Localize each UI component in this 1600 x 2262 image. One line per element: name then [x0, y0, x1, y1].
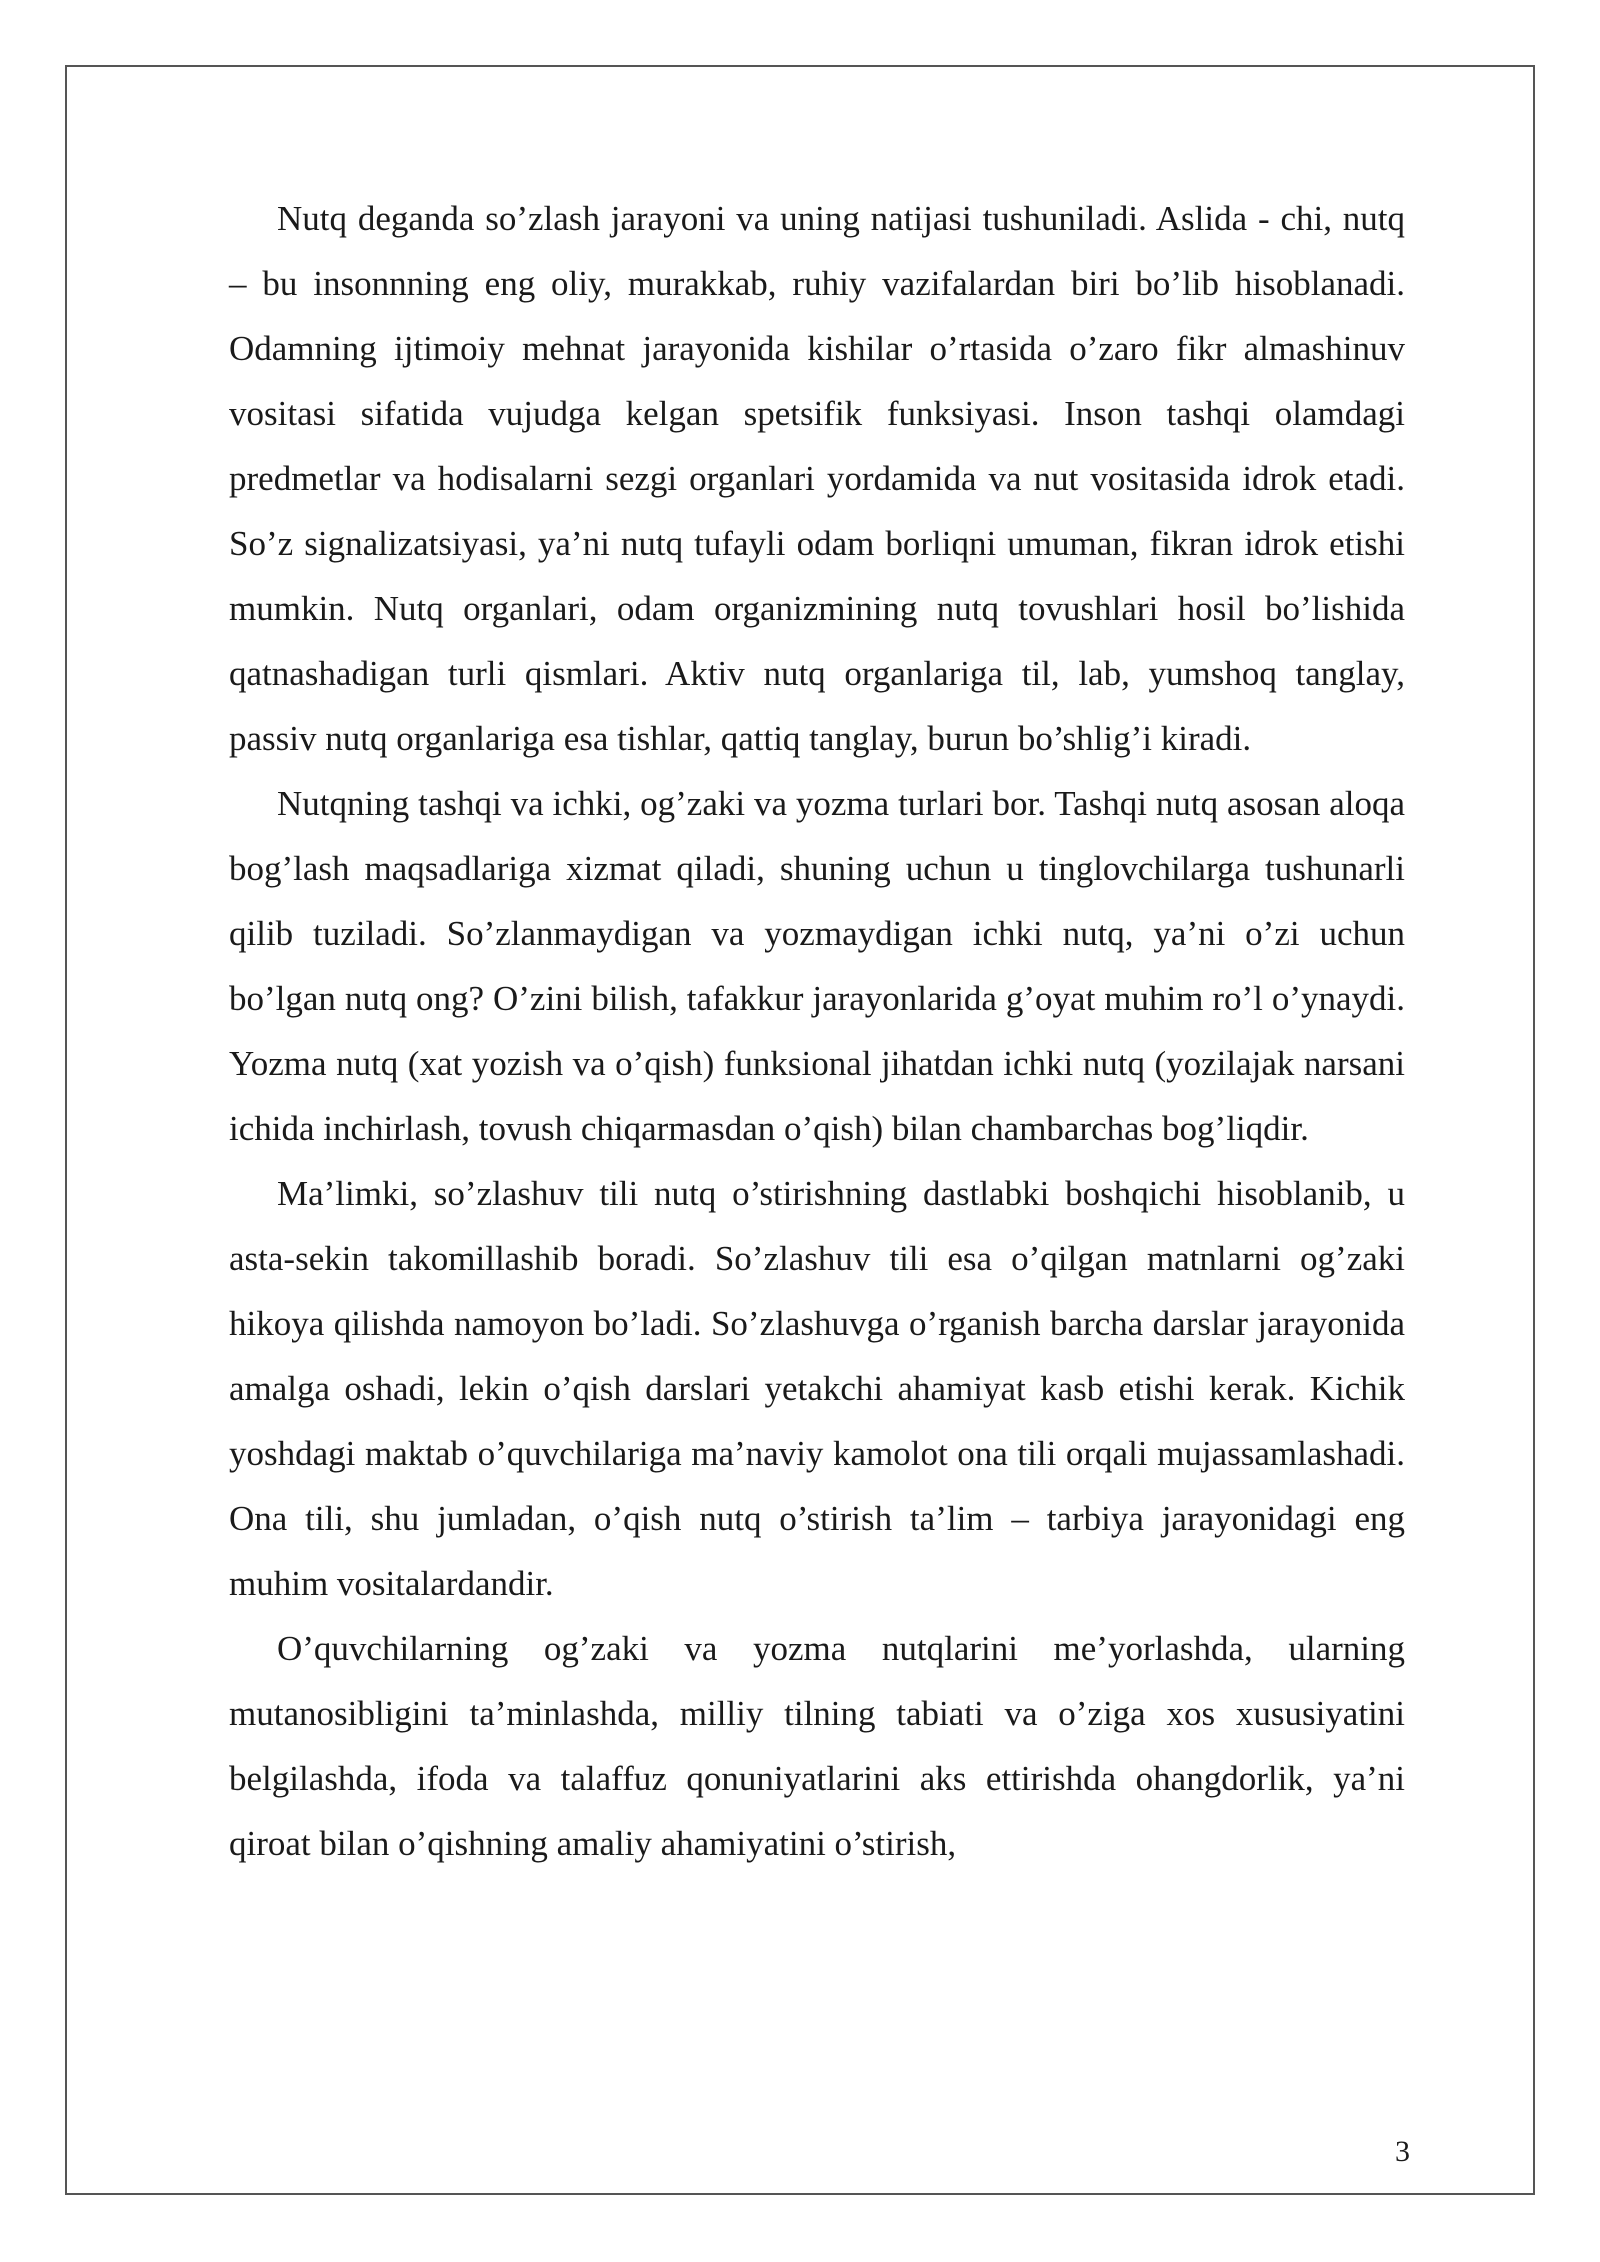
paragraph-2: Nutqning tashqi va ichki, og’zaki va yozma turlari bor. Tashqi nutq asosan aloqa bog’lash maqsadlariga xizmat qiladi, shuning uchun u tinglovchilarga tushunarli qilib tuziladi. So’zlanmaydigan va yozmaydigan ichki nutq, ya’ni o’zi uchun bo’lgan nutq ong? O’zini bilish, tafakkur jarayonlarida g’oyat muhim ro’l o’ynaydi. Yozma nutq (xat yozish va o’qish) funksional jihatdan ichki nutq (yozilajak narsani ichida inchirlash, tovush chiqarmasdan o’qish) bilan chambarchas bog’liqdir.: [229, 784, 1405, 1148]
paragraph-1: Nutq deganda so’zlash jarayoni va uning natijasi tushuniladi. Aslida - chi, nutq – bu insonnning eng oliy, murakkab, ruhiy vazifalardan biri bo’lib hisoblanadi. Odamning ijtimoiy mehnat jarayonida kishilar o’rtasida o’zaro fikr almashinuv vositasi sifatida vujudga kelgan spetsifik funksiyasi. Inson tashqi olamdagi predmetlar va hodisalarni sezgi organlari yordamida va nut vositasida idrok etadi. So’z signalizatsiyasi, ya’ni nutq tufayli odam borliqni umuman, fikran idrok etishi mumkin. Nutq organlari, odam organizmining nutq tovushlari hosil bo’lishida qatnashadigan turli qismlari. Aktiv nutq organlariga til, lab, yumshoq tanglay, passiv nutq organlariga esa tishlar, qattiq tanglay, burun bo’shlig’i kiradi.: [229, 199, 1405, 758]
document-body: [229, 186, 1405, 1876]
paragraph-4: O’quvchilarning og’zaki va yozma nutqlarini me’yorlashda, ularning mutanosibligini ta’minlashda, milliy tilning tabiati va o’ziga xos xususiyatini belgilashda, ifoda va talaffuz qonuniyatlarini aks ettirishda ohangdorlik, ya’ni qiroat bilan o’qishning amaliy ahamiyatini o’stirish,: [229, 1629, 1405, 1863]
paragraph-3: Ma’limki, so’zlashuv tili nutq o’stirishning dastlabki boshqichi hisoblanib, u asta-sekin takomillashib boradi. So’zlashuv tili esa o’qilgan matnlarni og’zaki hikoya qilishda namoyon bo’ladi. So’zlashuvga o’rganish barcha darslar jarayonida amalga oshadi, lekin o’qish darslari yetakchi ahamiyat kasb etishi kerak. Kichik yoshdagi maktab o’quvchilariga ma’naviy kamolot ona tili orqali mujassamlashadi. Ona tili, shu jumladan, o’qish nutq o’stirish ta’lim – tarbiya jarayonidagi eng muhim vositalardandir.: [229, 1174, 1405, 1603]
page-number: 3: [1395, 2135, 1410, 2168]
